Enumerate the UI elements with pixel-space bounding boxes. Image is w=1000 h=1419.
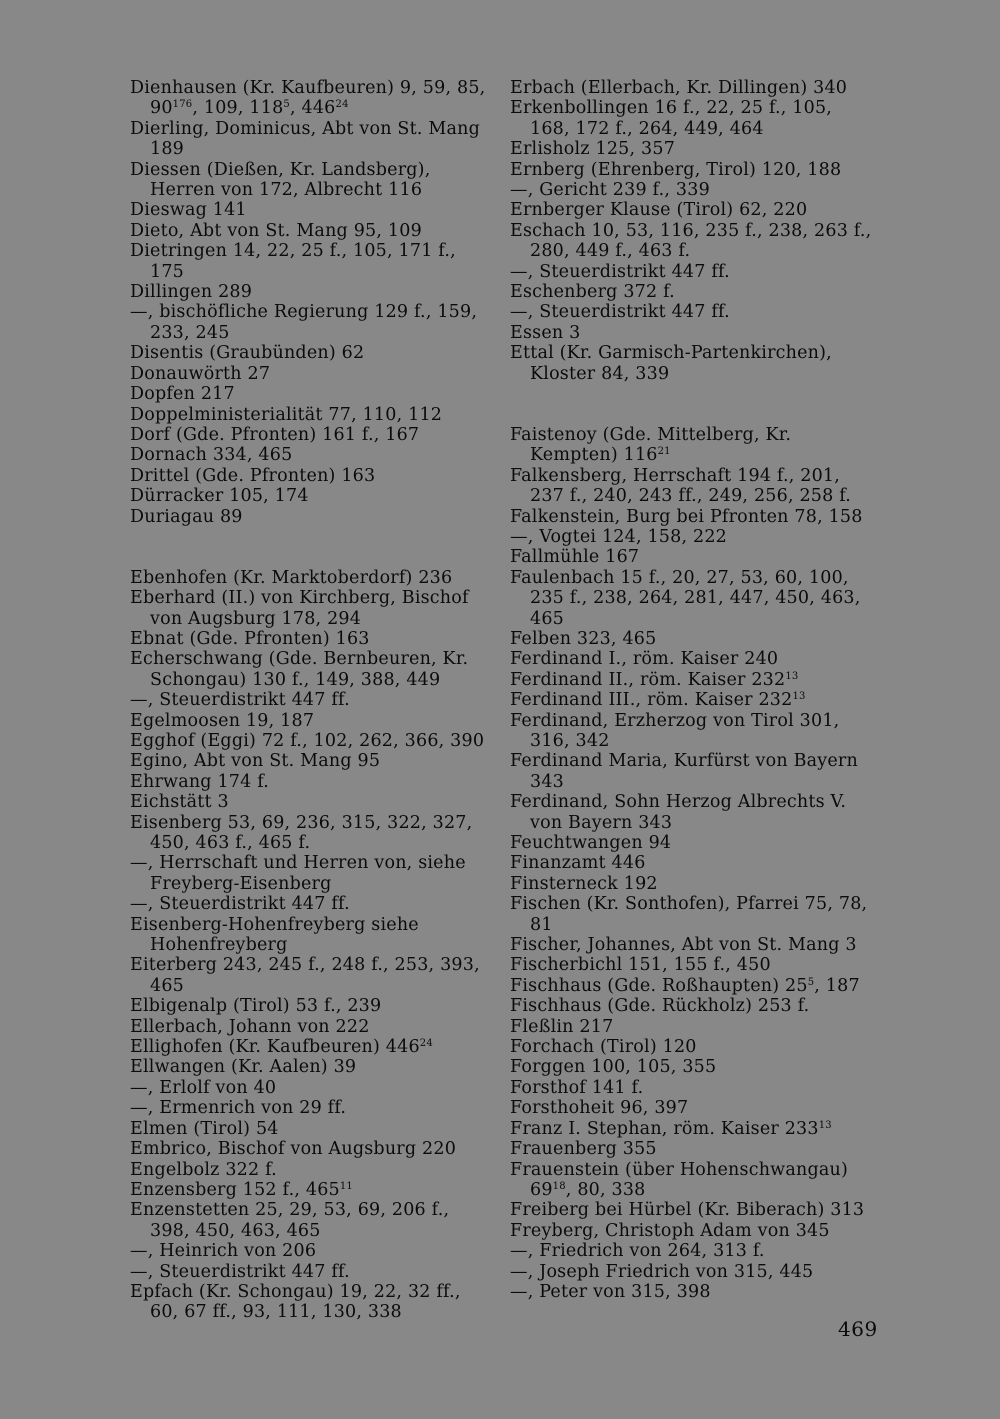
index-entry <box>130 1119 492 1139</box>
index-entry <box>510 935 875 955</box>
index-entry <box>510 874 875 894</box>
index-entry <box>510 200 875 220</box>
entry-text: Dieto, Abt von St. Mang 95, 109 <box>130 220 422 241</box>
footnote-superscript: 13 <box>785 670 799 682</box>
index-entry <box>130 302 492 343</box>
entry-text: Eschenberg 372 f. <box>510 282 675 303</box>
index-entry <box>510 1221 875 1241</box>
footnote-superscript: 24 <box>335 99 349 111</box>
index-entry <box>130 221 492 241</box>
entry-text: Fischerbichl 151, 155 f., 450 <box>510 955 771 976</box>
index-entry <box>510 1241 875 1261</box>
footnote-superscript: 18 <box>552 1180 566 1192</box>
index-entry <box>130 1078 492 1098</box>
entry-text: Frauenberg 355 <box>510 1139 657 1160</box>
entry-text: Embrico, Bischof von Augsburg 220 <box>130 1139 457 1160</box>
page-number: 469 <box>838 1317 878 1341</box>
index-entry <box>130 1282 492 1323</box>
entry-text: Eiterberg 243, 245 f., 248 f., 253, 393, 465 <box>130 955 480 996</box>
entry-text: Dornach 334, 465 <box>130 445 293 466</box>
index-entry <box>510 792 875 833</box>
index-entry <box>130 1017 492 1037</box>
footnote-superscript: 21 <box>657 446 671 458</box>
entry-text: Fischen (Kr. Sonthofen), Pfarrei 75, 78, 81 <box>510 894 868 935</box>
entry-text: Eichstätt 3 <box>130 792 229 813</box>
index-entry <box>130 282 492 302</box>
entry-text: Erlisholz 125, 357 <box>510 139 676 160</box>
index-entry <box>130 364 492 384</box>
index-entry <box>510 466 875 507</box>
index-entry <box>130 711 492 731</box>
entry-text: Freiberg bei Hürbel (Kr. Biberach) 313 <box>510 1200 865 1221</box>
entry-text: Forsthoheit 96, 397 <box>510 1098 689 1119</box>
index-entry <box>130 343 492 363</box>
entry-text: Dieswag 141 <box>130 200 247 221</box>
entry-text: Eschach 10, 53, 116, 235 f., 238, 263 f., 280, 449 f., 463 f. <box>510 220 872 262</box>
index-entry <box>510 1119 875 1139</box>
footnote-superscript: 13 <box>792 691 806 703</box>
entry-text: Essen 3 <box>510 322 581 343</box>
index-entry <box>510 690 875 710</box>
index-entry <box>510 1282 875 1302</box>
index-entry <box>510 343 875 384</box>
entry-text: Falkenstein, Burg bei Pfronten 78, 158 <box>510 506 863 527</box>
entry-text: Ettal (Kr. Garmisch-Partenkirchen), Kloster 84, 339 <box>510 343 832 384</box>
entry-text: Enzensberg 152 f., 465 <box>130 1179 340 1200</box>
entry-text: —, Gericht 239 f., 339 <box>510 180 710 201</box>
entry-text: Ferdinand I., röm. Kaiser 240 <box>510 649 779 670</box>
index-entry <box>510 751 875 792</box>
footnote-superscript: 11 <box>339 1180 353 1192</box>
index-entry <box>130 1139 492 1159</box>
index-entry <box>510 955 875 975</box>
entry-text: Ellerbach, Johann von 222 <box>130 1016 370 1037</box>
index-entry <box>130 813 492 854</box>
index-column-right <box>510 78 875 1302</box>
entry-text: Ferdinand, Erzherzog von Tirol 301, 316, 342 <box>510 710 840 751</box>
index-entry <box>130 1057 492 1077</box>
entry-text: Engelbolz 322 f. <box>130 1159 277 1180</box>
index-entry <box>130 466 492 486</box>
index-entry <box>510 976 875 996</box>
index-entry <box>510 1037 875 1057</box>
entry-text: Eisenberg-Hohenfreyberg siehe Hohenfreyberg <box>130 914 419 956</box>
entry-text: Echerschwang (Gde. Bernbeuren, Kr. Schongau) 130 f., 149, 388, 449 <box>130 649 469 690</box>
index-entry <box>130 588 492 629</box>
entry-text: Ferdinand III., röm. Kaiser 232 <box>510 690 793 711</box>
index-entry <box>510 629 875 649</box>
index-entry <box>510 996 875 1016</box>
index-entry <box>130 690 492 710</box>
index-entry <box>130 507 492 527</box>
index-entry <box>510 78 875 98</box>
entry-text: , 109, 118 <box>192 98 284 119</box>
entry-text: , 187 <box>814 975 860 996</box>
index-entry <box>510 670 875 690</box>
index-entry <box>510 139 875 159</box>
entry-text: —, Friedrich von 264, 313 f. <box>510 1241 765 1262</box>
entry-text: Freyberg, Christoph Adam von 345 <box>510 1220 830 1241</box>
entry-text: —, Steuerdistrikt 447 ff. <box>130 1261 350 1282</box>
footnote-superscript: 5 <box>283 99 290 111</box>
entry-text: Dürracker 105, 174 <box>130 486 309 507</box>
index-entry <box>510 507 875 527</box>
footnote-superscript: 176 <box>172 99 193 111</box>
entry-text: Feuchtwangen 94 <box>510 833 672 854</box>
entry-text: Dietringen 14, 22, 25 f., 105, 171 f., 175 <box>130 241 456 282</box>
index-entry <box>130 894 492 914</box>
entry-text: Dorf (Gde. Pfronten) 161 f., 167 <box>130 424 420 445</box>
entry-text: —, Steuerdistrikt 447 ff. <box>130 894 350 915</box>
index-entry <box>510 1057 875 1077</box>
index-entry <box>510 649 875 669</box>
index-entry <box>130 119 492 160</box>
index-entry <box>510 1160 875 1201</box>
entry-text: Egelmoosen 19, 187 <box>130 710 315 731</box>
index-entry <box>130 731 492 751</box>
index-entry <box>510 302 875 322</box>
entry-text: Fischhaus (Gde. Roßhaupten) 25 <box>510 975 808 996</box>
entry-text: Egino, Abt von St. Mang 95 <box>130 751 381 772</box>
index-entry <box>130 200 492 220</box>
entry-text: Forggen 100, 105, 355 <box>510 1057 717 1078</box>
index-entry <box>510 160 875 180</box>
index-entry <box>510 547 875 567</box>
index-entry <box>510 221 875 262</box>
entry-text: Ernberg (Ehrenberg, Tirol) 120, 188 <box>510 159 842 180</box>
index-entry <box>130 445 492 465</box>
entry-text: Finsterneck 192 <box>510 873 658 894</box>
index-entry <box>510 323 875 343</box>
entry-text: Eberhard (II.) von Kirchberg, Bischof von Augsburg 178, 294 <box>130 588 469 629</box>
index-entry <box>510 568 875 629</box>
index-entry <box>510 262 875 282</box>
index-entry <box>130 1160 492 1180</box>
entry-text: Ferdinand Maria, Kurfürst von Bayern 343 <box>510 751 858 792</box>
entry-text: Ferdinand, Sohn Herzog Albrechts V. von Bayern 343 <box>510 792 847 833</box>
index-entry <box>130 629 492 649</box>
entry-text: Forchach (Tirol) 120 <box>510 1037 697 1058</box>
index-entry <box>130 1180 492 1200</box>
index-entry <box>510 1139 875 1159</box>
entry-text: Duriagau 89 <box>130 506 243 527</box>
entry-text: Donauwörth 27 <box>130 363 271 384</box>
entry-text: Dierling, Dominicus, Abt von St. Mang 189 <box>130 118 481 160</box>
entry-text: Disentis (Graubünden) 62 <box>130 343 365 364</box>
entry-text: —, Herrschaft und Herren von, siehe Freyberg-Eisenberg <box>130 853 466 894</box>
entry-text: Fallmühle 167 <box>510 547 640 568</box>
entry-text: Doppelministerialität 77, 110, 112 <box>130 404 443 425</box>
index-entry <box>130 405 492 425</box>
index-entry <box>510 833 875 853</box>
entry-text: —, Joseph Friedrich von 315, 445 <box>510 1261 814 1282</box>
entry-text: Ferdinand II., röm. Kaiser 232 <box>510 669 786 690</box>
entry-text: Felben 323, 465 <box>510 628 657 649</box>
entry-text: Ellighofen (Kr. Kaufbeuren) 446 <box>130 1037 420 1058</box>
entry-text: Ehrwang 174 f. <box>130 771 270 792</box>
entry-text: Finanzamt 446 <box>510 853 646 874</box>
index-entry <box>130 792 492 812</box>
entry-text: Forsthof 141 f. <box>510 1077 644 1098</box>
index-entry <box>510 180 875 200</box>
index-entry <box>510 1200 875 1220</box>
entry-text: Ebenhofen (Kr. Marktoberdorf) 236 <box>130 567 453 588</box>
index-entry <box>130 751 492 771</box>
index-entry <box>130 384 492 404</box>
entry-text: Faulenbach 15 f., 20, 27, 53, 60, 100, 235 f., 238, 264, 281, 447, 450, 463, 465 <box>510 567 861 629</box>
index-entry <box>130 915 492 956</box>
index-entry <box>510 527 875 547</box>
entry-text: Fischer, Johannes, Abt von St. Mang 3 <box>510 935 857 956</box>
entry-text: Eisenberg 53, 69, 236, 315, 322, 327, 450, 463 f., 465 f. <box>130 812 473 854</box>
index-entry <box>130 853 492 894</box>
entry-text: Elmen (Tirol) 54 <box>130 1118 279 1139</box>
entry-text: Elbigenalp (Tirol) 53 f., 239 <box>130 996 382 1017</box>
entry-text: Faistenoy (Gde. Mittelberg, Kr. Kempten) 116 <box>510 424 792 466</box>
entry-text: , 446 <box>289 98 336 119</box>
index-column-left <box>130 78 492 1323</box>
entry-text: Dopfen 217 <box>130 384 235 405</box>
entry-text: —, bischöfliche Regierung 129 f., 159, 233, 245 <box>130 302 478 343</box>
entry-text: Ebnat (Gde. Pfronten) 163 <box>130 628 370 649</box>
entry-text: Drittel (Gde. Pfronten) 163 <box>130 465 376 486</box>
entry-text: Enzenstetten 25, 29, 53, 69, 206 f., 398, 450, 463, 465 <box>130 1200 450 1241</box>
index-entry <box>130 425 492 445</box>
index-entry <box>510 1017 875 1037</box>
index-entry <box>130 1262 492 1282</box>
entry-text: —, Ermenrich von 29 ff. <box>130 1098 347 1119</box>
index-entry <box>510 1262 875 1282</box>
entry-text: Diessen (Dießen, Kr. Landsberg), Herren von 172, Albrecht 116 <box>130 159 431 201</box>
entry-text: —, Steuerdistrikt 447 ff. <box>510 261 730 282</box>
entry-text: Fleßlin 217 <box>510 1016 614 1037</box>
index-entry <box>510 425 875 466</box>
entry-text: Epfach (Kr. Schongau) 19, 22, 32 ff., 60, 67 ff., 93, 111, 130, 338 <box>130 1281 461 1323</box>
footnote-superscript: 24 <box>419 1038 433 1050</box>
entry-text: —, Heinrich von 206 <box>130 1241 317 1262</box>
entry-text: , 80, 338 <box>565 1179 646 1200</box>
index-entry <box>510 98 875 139</box>
entry-text: Dillingen 289 <box>130 282 253 303</box>
entry-text: Ellwangen (Kr. Aalen) 39 <box>130 1057 357 1078</box>
index-entry <box>130 241 492 282</box>
index-entry <box>510 894 875 935</box>
index-entry <box>510 282 875 302</box>
index-entry <box>130 486 492 506</box>
footnote-superscript: 5 <box>807 976 815 988</box>
index-entry <box>510 1078 875 1098</box>
index-entry <box>130 649 492 690</box>
index-entry <box>510 853 875 873</box>
entry-text: —, Peter von 315, 398 <box>510 1281 711 1302</box>
entry-text: Frauenstein (über Hohenschwangau) 69 <box>510 1159 848 1200</box>
entry-text: Dienhausen (Kr. Kaufbeuren) 9, 59, 85, 90 <box>130 78 486 119</box>
index-entry <box>130 996 492 1016</box>
index-entry <box>130 78 492 119</box>
index-entry <box>130 1200 492 1241</box>
entry-text: Ernberger Klause (Tirol) 62, 220 <box>510 200 808 221</box>
entry-text: Franz I. Stephan, röm. Kaiser 233 <box>510 1118 819 1139</box>
entry-text: —, Steuerdistrikt 447 ff. <box>130 690 350 711</box>
entry-text: Egghof (Eggi) 72 f., 102, 262, 366, 390 <box>130 730 485 751</box>
entry-text: —, Steuerdistrikt 447 ff. <box>510 302 730 323</box>
entry-text: —, Vogtei 124, 158, 222 <box>510 526 728 547</box>
index-entry <box>510 711 875 752</box>
index-entry <box>130 568 492 588</box>
entry-text: Falkensberg, Herrschaft 194 f., 201, 237 f., 240, 243 ff., 249, 256, 258 f. <box>510 465 852 507</box>
index-entry <box>130 772 492 792</box>
index-entry <box>510 1098 875 1118</box>
index-entry <box>130 1241 492 1261</box>
index-entry <box>130 955 492 996</box>
index-entry <box>130 1098 492 1118</box>
entry-text: Fischhaus (Gde. Rückholz) 253 f. <box>510 996 810 1017</box>
entry-text: Erbach (Ellerbach, Kr. Dillingen) 340 <box>510 78 848 98</box>
index-entry <box>130 1037 492 1057</box>
entry-text: Erkenbollingen 16 f., 22, 25 f., 105, 168, 172 f., 264, 449, 464 <box>510 98 833 139</box>
entry-text: —, Erlolf von 40 <box>130 1077 277 1098</box>
footnote-superscript: 13 <box>818 1119 832 1131</box>
index-entry <box>130 160 492 201</box>
